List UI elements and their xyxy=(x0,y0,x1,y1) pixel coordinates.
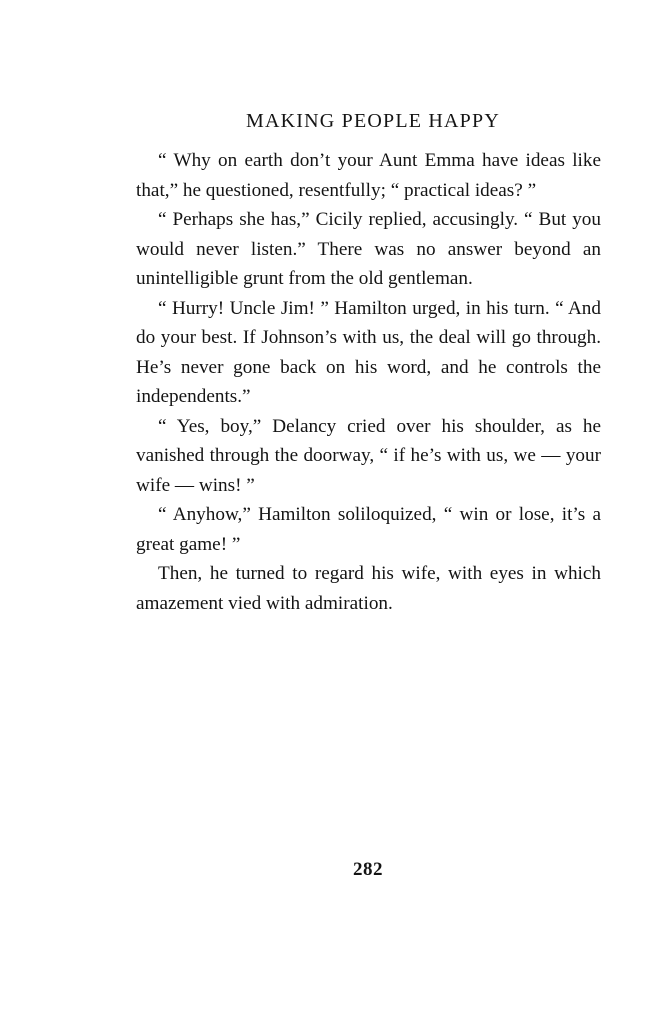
running-head: MAKING PEOPLE HAPPY xyxy=(246,110,500,132)
paragraph-2: “ Perhaps she has,” Cicily replied, accusingly. “ But you would never listen.” There was no answer beyond an unintelligible grunt from the old gentleman. xyxy=(136,209,601,289)
page-number: 282 xyxy=(353,859,383,880)
paragraph-3: “ Hurry! Uncle Jim! ” Hamilton urged, in his turn. “ And do your best. If Johnson’s with us, the deal will go through. He’s never gone back on his word, and he controls the independents.” xyxy=(136,297,601,407)
paragraph-1: “ Why on earth don’t your Aunt Emma have ideas like that,” he questioned, resentfully; “ practical ideas? ” xyxy=(136,150,601,201)
paragraph-5: “ Anyhow,” Hamilton soliloquized, “ win or lose, it’s a great game! ” xyxy=(136,504,601,555)
paragraph-4: “ Yes, boy,” Delancy cried over his shoulder, as he vanished through the doorway, “ if he’s with us, we — your wife — wins! ” xyxy=(136,415,601,496)
body-text xyxy=(136,146,601,618)
paragraph-6: Then, he turned to regard his wife, with eyes in which amazement vied with admiration. xyxy=(136,563,601,614)
